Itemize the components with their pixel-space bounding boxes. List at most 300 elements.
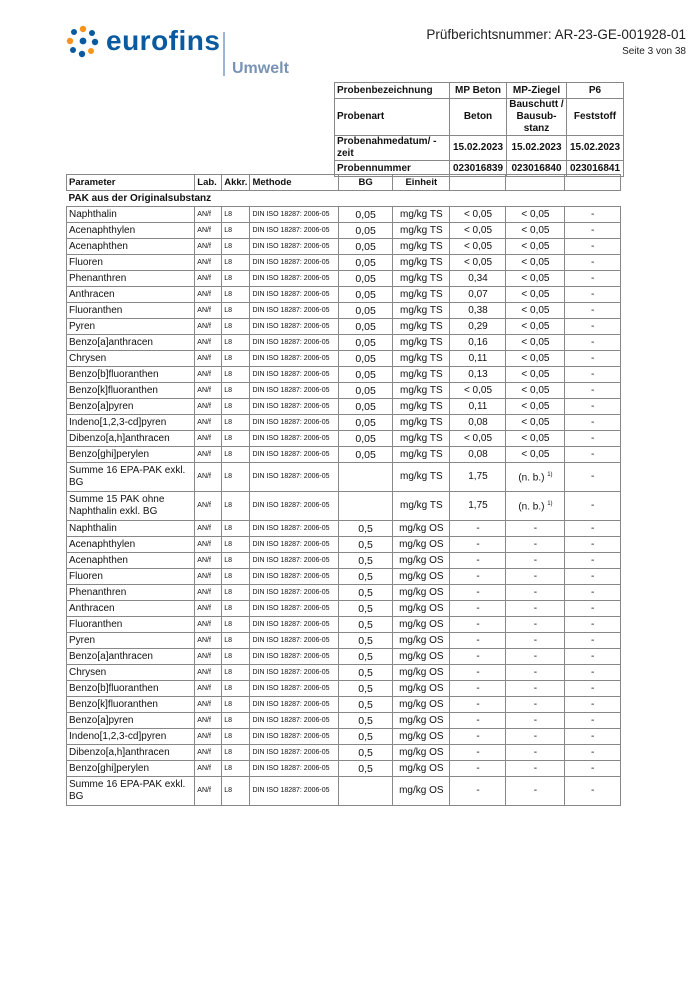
akkr-cell-text: L8 — [224, 290, 232, 298]
sample-header-value: Bauschutt / Bausub-stanz — [507, 99, 567, 136]
unit-cell-text: mg/kg OS — [399, 714, 444, 726]
value-mp-beton-text: 0,08 — [468, 448, 488, 460]
method-cell — [250, 367, 339, 383]
akkr-cell-text: L8 — [224, 502, 232, 509]
method-cell — [250, 585, 339, 601]
value-mp-beton-text: - — [476, 682, 480, 694]
col-akkr: Akkr. — [222, 175, 250, 191]
value-mp-ziegel-text: - — [533, 650, 538, 662]
value-p6 — [565, 271, 621, 287]
lab-cell — [195, 681, 222, 697]
bg-cell-text: 0,05 — [355, 240, 376, 253]
value-p6 — [565, 492, 621, 521]
lab-cell-text: AN/f — [197, 338, 211, 346]
parameter-cell — [67, 319, 195, 335]
value-mp-ziegel — [506, 255, 565, 271]
value-mp-ziegel-text: - — [533, 762, 538, 774]
lab-cell-text: AN/f — [197, 524, 211, 532]
value-mp-beton — [450, 601, 506, 617]
akkr-cell — [222, 255, 250, 271]
akkr-cell — [222, 287, 250, 303]
value-p6 — [565, 351, 621, 367]
value-mp-beton-text: - — [476, 785, 480, 796]
akkr-cell — [222, 431, 250, 447]
value-p6-text: - — [591, 634, 595, 646]
value-p6-text: - — [591, 240, 595, 252]
value-mp-beton-text: 1,75 — [468, 471, 488, 482]
parameter-cell — [67, 729, 195, 745]
eurofins-dots-icon — [66, 24, 100, 58]
unit-cell — [393, 351, 450, 367]
unit-cell — [393, 383, 450, 399]
parameter-cell-text: Pyren — [69, 634, 96, 646]
unit-cell — [393, 521, 450, 537]
bg-cell-text: 0,5 — [358, 682, 373, 695]
akkr-cell-text: L8 — [224, 434, 232, 442]
value-mp-ziegel-text: - — [533, 634, 538, 646]
unit-cell-text: mg/kg TS — [400, 400, 443, 412]
sample-header-table — [334, 82, 624, 177]
value-p6 — [565, 367, 621, 383]
col-einheit: Einheit — [393, 175, 450, 191]
method-cell-text: DIN ISO 18287: 2006-05 — [252, 652, 330, 660]
parameter-cell — [67, 463, 195, 492]
parameter-cell — [67, 207, 195, 223]
akkr-cell — [222, 633, 250, 649]
bg-cell-text: 0,5 — [358, 618, 373, 631]
parameter-cell-text: Chrysen — [69, 352, 107, 364]
table-row — [67, 777, 621, 806]
value-mp-beton-text: - — [476, 714, 480, 726]
value-mp-ziegel — [506, 447, 565, 463]
lab-cell — [195, 601, 222, 617]
bg-cell-text: 0,5 — [358, 554, 373, 567]
division-label: Umwelt — [232, 60, 289, 77]
parameter-cell — [67, 447, 195, 463]
bg-cell — [339, 383, 393, 399]
page-number: Seite 3 von 38 — [622, 46, 686, 57]
value-mp-beton-text: < 0,05 — [463, 208, 493, 220]
sample-header-value: 023016840 — [507, 161, 567, 177]
unit-cell — [393, 415, 450, 431]
value-p6-text: - — [591, 785, 595, 796]
value-p6 — [565, 665, 621, 681]
value-mp-beton — [450, 367, 506, 383]
parameter-cell — [67, 713, 195, 729]
unit-cell-text: mg/kg TS — [400, 320, 443, 332]
table-row — [67, 537, 621, 553]
unit-cell — [393, 367, 450, 383]
section-title: PAK aus der Originalsubstanz — [68, 192, 212, 204]
lab-cell-text: AN/f — [197, 450, 211, 458]
value-mp-beton-text: - — [476, 554, 480, 566]
unit-cell-text: mg/kg OS — [399, 522, 444, 534]
lab-cell — [195, 351, 222, 367]
bg-cell-text: 0,5 — [358, 730, 373, 743]
value-mp-ziegel — [506, 617, 565, 633]
table-row — [67, 303, 621, 319]
unit-cell — [393, 537, 450, 553]
bg-cell-text: 0,5 — [358, 762, 373, 775]
method-cell — [250, 399, 339, 415]
parameter-cell — [67, 697, 195, 713]
value-p6-text: - — [591, 208, 595, 220]
value-mp-beton — [450, 569, 506, 585]
lab-cell — [195, 492, 222, 521]
akkr-cell-text: L8 — [224, 556, 232, 564]
lab-cell-text: AN/f — [197, 716, 211, 724]
method-cell — [250, 447, 339, 463]
table-row — [67, 319, 621, 335]
lab-cell-text: AN/f — [197, 306, 211, 314]
lab-cell-text: AN/f — [197, 764, 211, 772]
unit-cell — [393, 239, 450, 255]
unit-cell — [393, 399, 450, 415]
value-p6 — [565, 617, 621, 633]
method-cell — [250, 415, 339, 431]
bg-cell-text: 0,5 — [358, 634, 373, 647]
bg-cell — [339, 569, 393, 585]
unit-cell — [393, 665, 450, 681]
bg-cell-text: 0,5 — [358, 602, 373, 615]
value-p6 — [565, 729, 621, 745]
value-mp-ziegel — [506, 521, 565, 537]
value-mp-beton-text: 0,08 — [468, 416, 488, 428]
parameter-cell — [67, 239, 195, 255]
unit-cell-text: mg/kg OS — [399, 618, 444, 630]
value-mp-beton — [450, 729, 506, 745]
value-mp-ziegel — [506, 633, 565, 649]
parameter-cell — [67, 351, 195, 367]
unit-cell — [393, 319, 450, 335]
method-cell-text: DIN ISO 18287: 2006-05 — [252, 290, 330, 298]
lab-cell — [195, 255, 222, 271]
lab-cell — [195, 383, 222, 399]
value-p6-text: - — [591, 384, 595, 396]
akkr-cell-text: L8 — [224, 620, 232, 628]
akkr-cell-text: L8 — [224, 636, 232, 644]
parameter-cell-text: Indeno[1,2,3-cd]pyren — [69, 416, 167, 428]
parameter-cell — [67, 367, 195, 383]
parameter-cell — [67, 255, 195, 271]
value-p6 — [565, 697, 621, 713]
bg-cell-text: 0,05 — [355, 224, 376, 237]
lab-cell — [195, 367, 222, 383]
value-mp-ziegel — [506, 463, 565, 492]
bg-cell-text: 0,05 — [355, 272, 376, 285]
akkr-cell — [222, 729, 250, 745]
lab-cell-text: AN/f — [197, 668, 211, 676]
value-mp-ziegel — [506, 399, 565, 415]
parameter-cell-text: Fluoranthen — [69, 304, 123, 316]
method-cell-text: DIN ISO 18287: 2006-05 — [252, 748, 330, 756]
value-mp-beton-text: 0,13 — [468, 368, 488, 380]
value-p6 — [565, 239, 621, 255]
value-mp-beton — [450, 287, 506, 303]
table-row — [67, 585, 621, 601]
bg-cell-text: 0,5 — [358, 570, 373, 583]
sample-header-value: 15.02.2023 — [450, 136, 507, 161]
bg-cell — [339, 745, 393, 761]
value-mp-beton — [450, 553, 506, 569]
unit-cell-text: mg/kg TS — [400, 368, 443, 380]
table-row — [67, 745, 621, 761]
bg-cell — [339, 492, 393, 521]
bg-cell — [339, 239, 393, 255]
table-row — [67, 255, 621, 271]
bg-cell-text: 0,05 — [355, 352, 376, 365]
akkr-cell — [222, 537, 250, 553]
value-p6-text: - — [591, 554, 595, 566]
value-mp-beton — [450, 255, 506, 271]
value-mp-ziegel-text: - — [533, 746, 538, 758]
akkr-cell — [222, 569, 250, 585]
value-mp-beton — [450, 585, 506, 601]
table-row — [67, 287, 621, 303]
table-row — [67, 271, 621, 287]
lab-cell — [195, 207, 222, 223]
akkr-cell-text: L8 — [224, 700, 232, 708]
value-mp-ziegel — [506, 271, 565, 287]
method-cell — [250, 617, 339, 633]
sample-header-label: Probenart — [335, 99, 450, 136]
value-mp-beton — [450, 681, 506, 697]
sample-header-value: Beton — [450, 99, 507, 136]
value-p6-text: - — [591, 320, 595, 332]
bg-cell-text: 0,5 — [358, 522, 373, 535]
parameter-cell — [67, 415, 195, 431]
bg-cell — [339, 447, 393, 463]
parameter-cell-text: Indeno[1,2,3-cd]pyren — [69, 730, 167, 742]
unit-cell-text: mg/kg OS — [399, 602, 444, 614]
akkr-cell — [222, 319, 250, 335]
parameter-cell-text: Benzo[k]fluoranthen — [69, 384, 158, 396]
value-mp-ziegel-text: < 0,05 — [521, 448, 550, 460]
bg-cell — [339, 761, 393, 777]
bg-cell — [339, 537, 393, 553]
akkr-cell — [222, 207, 250, 223]
unit-cell-text: mg/kg TS — [400, 272, 443, 284]
value-p6-text: - — [591, 304, 595, 316]
value-mp-ziegel — [506, 207, 565, 223]
akkr-cell — [222, 303, 250, 319]
parameter-cell — [67, 303, 195, 319]
method-cell-text: DIN ISO 18287: 2006-05 — [252, 524, 330, 532]
method-cell — [250, 553, 339, 569]
value-mp-ziegel — [506, 665, 565, 681]
lab-cell — [195, 633, 222, 649]
value-mp-beton-text: 0,07 — [468, 288, 488, 300]
value-mp-beton-text: 0,16 — [468, 336, 488, 348]
value-mp-ziegel — [506, 761, 565, 777]
table-row — [67, 729, 621, 745]
value-mp-ziegel — [506, 649, 565, 665]
value-mp-beton — [450, 399, 506, 415]
parameter-cell — [67, 553, 195, 569]
bg-cell-text: 0,05 — [355, 432, 376, 445]
value-p6-text: - — [591, 666, 595, 678]
sample-header-row — [335, 136, 624, 161]
unit-cell-text: mg/kg OS — [399, 554, 444, 566]
value-mp-beton — [450, 463, 506, 492]
bg-cell-text: 0,05 — [355, 368, 376, 381]
bg-cell — [339, 553, 393, 569]
parameter-cell-text: Chrysen — [69, 666, 107, 678]
parameter-cell — [67, 665, 195, 681]
value-mp-ziegel — [506, 553, 565, 569]
unit-cell — [393, 633, 450, 649]
method-cell — [250, 351, 339, 367]
bg-cell — [339, 415, 393, 431]
unit-cell — [393, 447, 450, 463]
lab-cell-text: AN/f — [197, 402, 211, 410]
col-sample-2 — [506, 175, 565, 191]
akkr-cell — [222, 351, 250, 367]
value-mp-beton — [450, 537, 506, 553]
table-row — [67, 697, 621, 713]
parameter-cell-text: Benzo[b]fluoranthen — [69, 368, 159, 380]
value-p6 — [565, 463, 621, 492]
value-mp-beton-text: < 0,05 — [463, 384, 493, 396]
table-row — [67, 239, 621, 255]
method-cell-text: DIN ISO 18287: 2006-05 — [252, 588, 330, 596]
value-mp-beton — [450, 239, 506, 255]
method-cell — [250, 537, 339, 553]
value-mp-beton-text: - — [476, 698, 480, 710]
method-cell — [250, 271, 339, 287]
value-mp-beton — [450, 521, 506, 537]
unit-cell-text: mg/kg OS — [399, 634, 444, 646]
unit-cell — [393, 601, 450, 617]
table-row — [67, 617, 621, 633]
unit-cell-text: mg/kg OS — [399, 538, 444, 550]
method-cell-text: DIN ISO 18287: 2006-05 — [252, 386, 330, 394]
value-p6-text: - — [591, 500, 595, 511]
table-row — [67, 492, 621, 521]
lab-cell-text: AN/f — [197, 700, 211, 708]
value-mp-ziegel-text: < 0,05 — [521, 256, 550, 268]
method-cell-text: DIN ISO 18287: 2006-05 — [252, 322, 330, 330]
parameter-cell — [67, 431, 195, 447]
table-row — [67, 367, 621, 383]
bg-cell-text: 0,05 — [355, 256, 376, 269]
value-p6-text: - — [591, 730, 595, 742]
lab-cell — [195, 271, 222, 287]
method-cell-text: DIN ISO 18287: 2006-05 — [252, 370, 330, 378]
lab-cell-text: AN/f — [197, 588, 211, 596]
value-mp-ziegel-text: - — [533, 730, 538, 742]
lab-cell-text: AN/f — [197, 636, 211, 644]
akkr-cell — [222, 367, 250, 383]
value-p6-text: - — [591, 746, 595, 758]
akkr-cell — [222, 239, 250, 255]
table-row — [67, 649, 621, 665]
bg-cell — [339, 585, 393, 601]
method-cell-text: DIN ISO 18287: 2006-05 — [252, 787, 330, 794]
value-mp-ziegel-text: < 0,05 — [521, 416, 550, 428]
value-mp-beton — [450, 271, 506, 287]
bg-cell — [339, 697, 393, 713]
table-row — [67, 351, 621, 367]
parameter-cell — [67, 537, 195, 553]
parameter-cell — [67, 601, 195, 617]
value-p6 — [565, 207, 621, 223]
bg-cell — [339, 335, 393, 351]
method-cell — [250, 492, 339, 521]
lab-cell-text: AN/f — [197, 370, 211, 378]
method-cell-text: DIN ISO 18287: 2006-05 — [252, 556, 330, 564]
value-p6 — [565, 447, 621, 463]
akkr-cell — [222, 399, 250, 415]
akkr-cell — [222, 713, 250, 729]
method-cell — [250, 745, 339, 761]
lab-cell — [195, 729, 222, 745]
method-cell-text: DIN ISO 18287: 2006-05 — [252, 402, 330, 410]
akkr-cell — [222, 585, 250, 601]
col-lab: Lab. — [195, 175, 222, 191]
value-p6-text: - — [591, 538, 595, 550]
value-mp-ziegel-text: - — [533, 682, 538, 694]
method-cell — [250, 319, 339, 335]
value-p6 — [565, 681, 621, 697]
report-number: Prüfberichtsnummer: AR-23-GE-001928-01 — [426, 27, 686, 42]
unit-cell-text: mg/kg OS — [399, 682, 444, 694]
value-mp-beton — [450, 207, 506, 223]
bg-cell — [339, 303, 393, 319]
lab-cell — [195, 463, 222, 492]
parameter-cell-text: Summe 16 EPA-PAK exkl. BG — [69, 779, 186, 802]
unit-cell — [393, 287, 450, 303]
lab-cell-text: AN/f — [197, 502, 211, 509]
parameter-cell-text: Benzo[a]pyren — [69, 400, 134, 412]
parameter-cell — [67, 335, 195, 351]
bg-cell — [339, 255, 393, 271]
lab-cell — [195, 447, 222, 463]
bg-cell-text: 0,5 — [358, 698, 373, 711]
value-p6-text: - — [591, 586, 595, 598]
akkr-cell-text: L8 — [224, 524, 232, 532]
value-mp-ziegel — [506, 601, 565, 617]
logo-text: eurofins — [106, 25, 221, 56]
lab-cell — [195, 649, 222, 665]
unit-cell — [393, 207, 450, 223]
unit-cell — [393, 431, 450, 447]
value-p6 — [565, 399, 621, 415]
value-p6-text: - — [591, 272, 595, 284]
akkr-cell-text: L8 — [224, 572, 232, 580]
method-cell-text: DIN ISO 18287: 2006-05 — [252, 338, 330, 346]
unit-cell-text: mg/kg OS — [399, 570, 444, 582]
value-p6-text: - — [591, 762, 595, 774]
value-p6-text: - — [591, 224, 595, 236]
value-mp-ziegel-text: - — [533, 538, 538, 550]
value-p6 — [565, 601, 621, 617]
lab-cell — [195, 303, 222, 319]
bg-cell — [339, 287, 393, 303]
lab-cell-text: AN/f — [197, 473, 211, 480]
parameter-cell-text: Benzo[k]fluoranthen — [69, 698, 158, 710]
value-mp-ziegel-text: < 0,05 — [521, 240, 550, 252]
value-mp-ziegel-text: - — [533, 570, 538, 582]
parameter-cell-text: Benzo[a]anthracen — [69, 336, 153, 348]
unit-cell-text: mg/kg TS — [400, 256, 443, 268]
value-mp-beton — [450, 745, 506, 761]
unit-cell-text: mg/kg TS — [400, 471, 443, 482]
bg-cell — [339, 633, 393, 649]
lab-cell — [195, 521, 222, 537]
parameter-cell — [67, 569, 195, 585]
method-cell-text: DIN ISO 18287: 2006-05 — [252, 732, 330, 740]
